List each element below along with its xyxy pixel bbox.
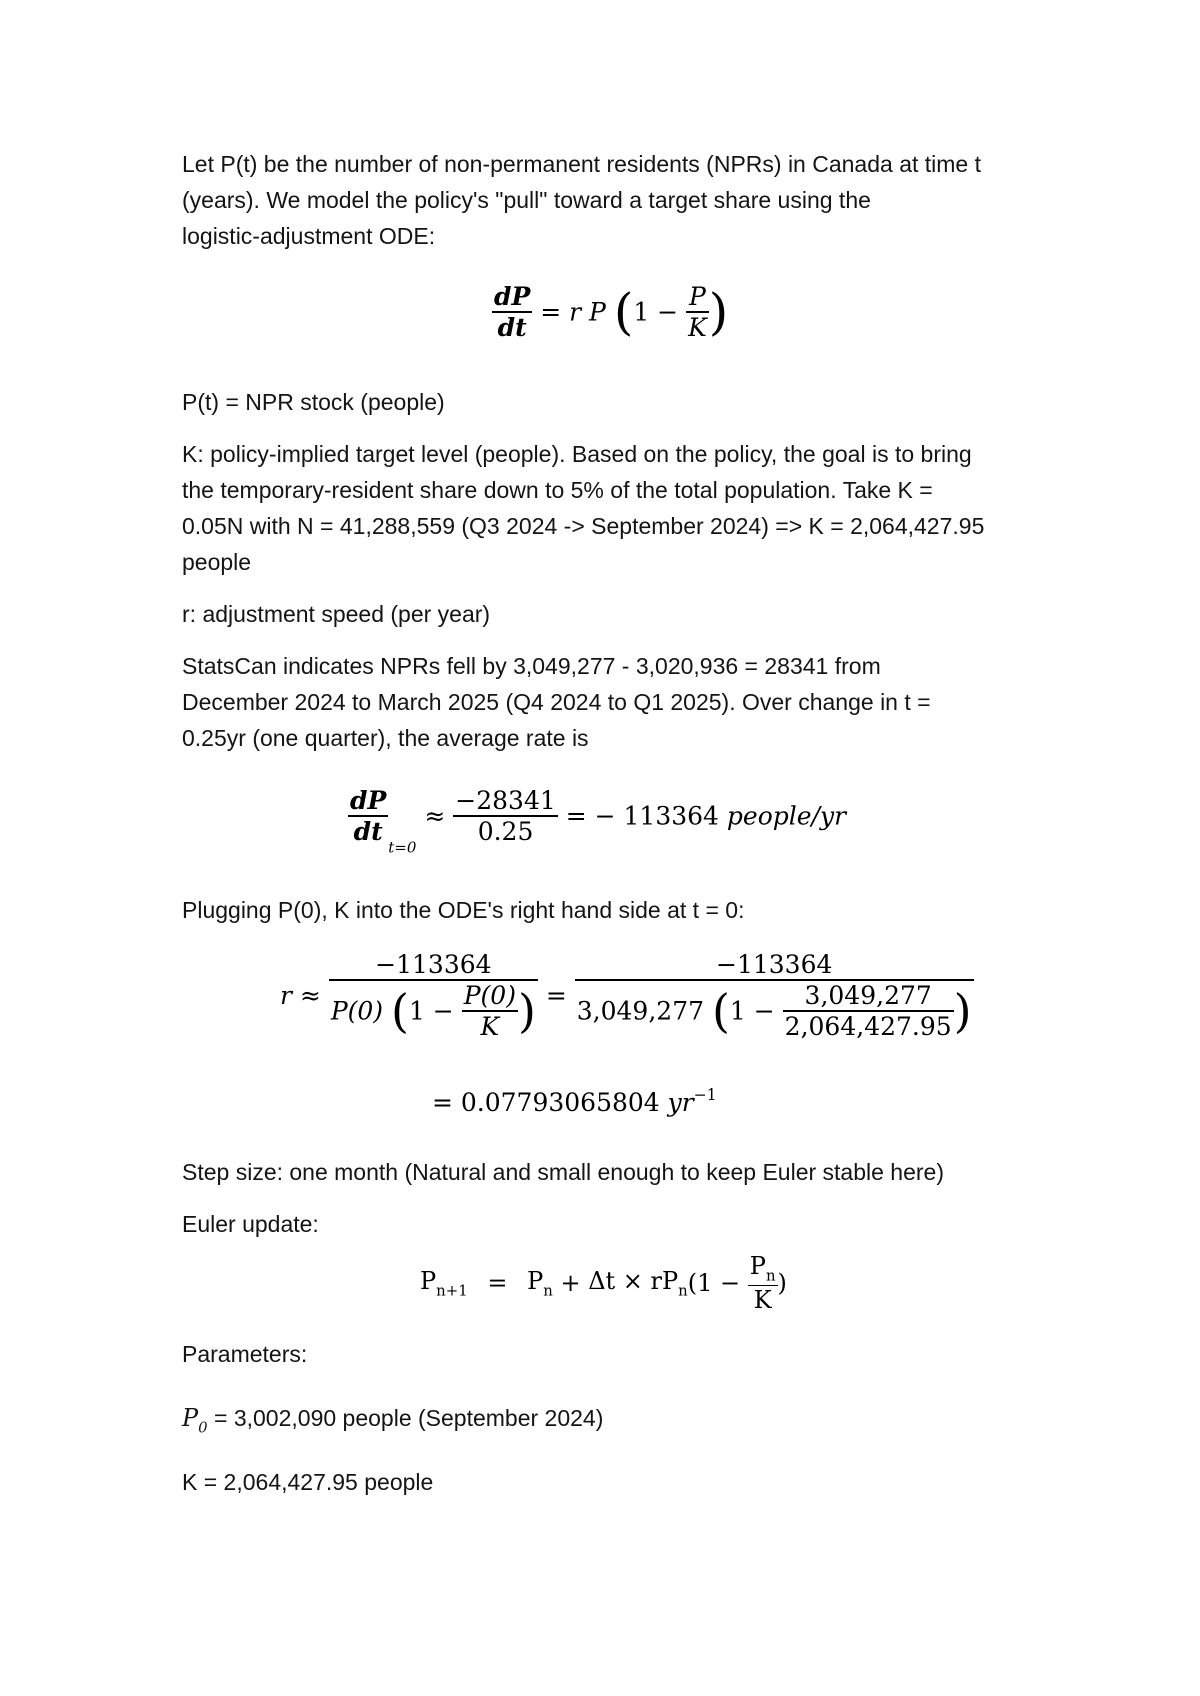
r-open-paren: ( — [391, 984, 409, 1038]
intro-line-2: (years). We model the policy's "pull" toward a target share using the — [182, 187, 871, 213]
euler-frac-num-sub: n — [765, 1266, 776, 1285]
ode-rp: r P — [569, 297, 606, 327]
rate-fraction — [453, 786, 557, 846]
stats-line-3: 0.25yr (one quarter), the average rate is — [182, 725, 589, 751]
k-line-3: 0.05N with N = 41,288,559 (Q3 2024 -> September 2024) => K = 2,064,427.95 — [182, 513, 985, 539]
r-result-exponent: −1 — [693, 1086, 717, 1104]
r-fraction-1 — [329, 950, 538, 1041]
r-result-unit: yr — [667, 1087, 694, 1117]
rate-deriv-num: dP — [350, 786, 387, 815]
ode-p: P — [686, 282, 709, 313]
ode-equation — [492, 282, 728, 342]
r2-one-minus: 1 − — [729, 996, 775, 1026]
r-fraction-2 — [575, 950, 974, 1041]
euler-lhs-base: P — [420, 1266, 437, 1295]
r-close-paren: ) — [517, 984, 536, 1038]
stats-line-2: December 2024 to March 2025 (Q4 2024 to Q1 2025). Over change in t = — [182, 689, 931, 715]
euler-lhs-sub: n+1 — [436, 1281, 468, 1300]
r-frac2-den — [575, 981, 974, 1041]
ode-equals: = — [540, 297, 562, 327]
euler-pn-base: P — [527, 1266, 544, 1295]
euler-dt-times: Δt × rP — [588, 1266, 679, 1295]
r-definition: r: adjustment speed (per year) — [182, 601, 491, 627]
p0-symbol-base: P — [182, 1404, 199, 1432]
r2-close-paren: ) — [953, 984, 972, 1038]
intro-line-3: logistic-adjustment ODE: — [182, 223, 436, 249]
ode-deriv-den: dt — [497, 313, 527, 342]
r-k: K — [480, 1012, 500, 1041]
ode-k: K — [688, 313, 707, 342]
r-calculation — [280, 950, 974, 1041]
rate-frac-num: −28341 — [455, 786, 556, 815]
p0-symbol — [182, 1404, 208, 1437]
euler-frac-den: K — [753, 1285, 772, 1314]
ode-deriv-num: dP — [494, 282, 531, 311]
ode-p-over-k — [686, 282, 709, 342]
rate-frac-den: 0.25 — [477, 817, 534, 846]
r-result-line — [432, 1086, 717, 1117]
r-result-value: = 0.07793065804 — [432, 1087, 660, 1117]
euler-dt-rpn — [588, 1266, 688, 1300]
r-lhs: r ≈ — [280, 981, 321, 1010]
ode-one-minus: 1 − — [633, 297, 679, 327]
euler-fraction — [748, 1252, 778, 1314]
k-parameter: K = 2,064,427.95 people — [182, 1469, 434, 1495]
euler-equation — [420, 1252, 787, 1314]
euler-open: (1 − — [687, 1268, 741, 1297]
stats-line-1: StatsCan indicates NPRs fell by 3,049,277 - 3,020,936 = 28341 from — [182, 653, 881, 679]
r2-open-paren: ( — [711, 984, 730, 1038]
rate-deriv-den: dt — [353, 817, 383, 846]
p0-parameter — [182, 1400, 603, 1446]
p0-value: = 3,002,090 people (September 2024) — [207, 1405, 604, 1431]
parameters-label: Parameters: — [182, 1341, 308, 1367]
step-size-text: Step size: one month (Natural and small enough to keep Euler stable here) — [182, 1159, 944, 1185]
k-line-2: the temporary-resident share down to 5% of the total population. Take K = — [182, 477, 933, 503]
r-frac1-num: −113364 — [329, 950, 538, 981]
r2-inner-den: 2,064,427.95 — [784, 1012, 952, 1041]
ode-close-paren: ) — [708, 283, 729, 341]
euler-pn — [527, 1266, 553, 1300]
rate-approx: ≈ — [424, 801, 446, 831]
euler-close: ) — [777, 1268, 787, 1297]
rate-result: = − 113364 — [565, 801, 719, 831]
k-line-1: K: policy-implied target level (people). Based on the policy, the goal is to bring — [182, 441, 972, 467]
r-stock: 3,049,277 — [576, 996, 704, 1026]
euler-label: Euler update: — [182, 1211, 319, 1237]
p-definition: P(t) = NPR stock (people) — [182, 389, 445, 415]
r-p0-inner: P(0) — [463, 981, 516, 1010]
rate-subscript: t=0 — [388, 838, 417, 857]
r-frac1-den — [329, 981, 538, 1041]
euler-pn-sub: n — [543, 1281, 553, 1300]
k-line-4: people — [182, 549, 252, 575]
ode-derivative — [492, 282, 532, 342]
r-one-minus: 1 − — [408, 996, 454, 1026]
intro-line-1: Let P(t) be the number of non-permanent residents (NPRs) in Canada at time t — [182, 151, 982, 177]
euler-rp-sub: n — [678, 1281, 688, 1300]
r-equals: = — [545, 981, 567, 1010]
rate-derivative — [348, 786, 388, 846]
plugging-text: Plugging P(0), K into the ODE's right hand side at t = 0: — [182, 897, 745, 923]
euler-plus: + — [560, 1268, 581, 1297]
euler-lhs — [420, 1266, 468, 1300]
euler-frac-num-base: P — [749, 1252, 766, 1280]
euler-equals: = — [487, 1268, 508, 1297]
rate-unit: people/yr — [726, 801, 847, 831]
rate-equation — [348, 786, 846, 857]
r-p0-over-k — [462, 981, 518, 1041]
euler-frac-num — [748, 1252, 778, 1286]
r-p0: P(0) — [330, 996, 384, 1026]
r-frac2-num: −113364 — [575, 950, 974, 981]
p0-symbol-sub: 0 — [198, 1418, 208, 1437]
r2-inner-num: 3,049,277 — [783, 981, 954, 1012]
r2-inner-fraction — [783, 981, 954, 1041]
ode-open-paren: ( — [613, 283, 634, 341]
